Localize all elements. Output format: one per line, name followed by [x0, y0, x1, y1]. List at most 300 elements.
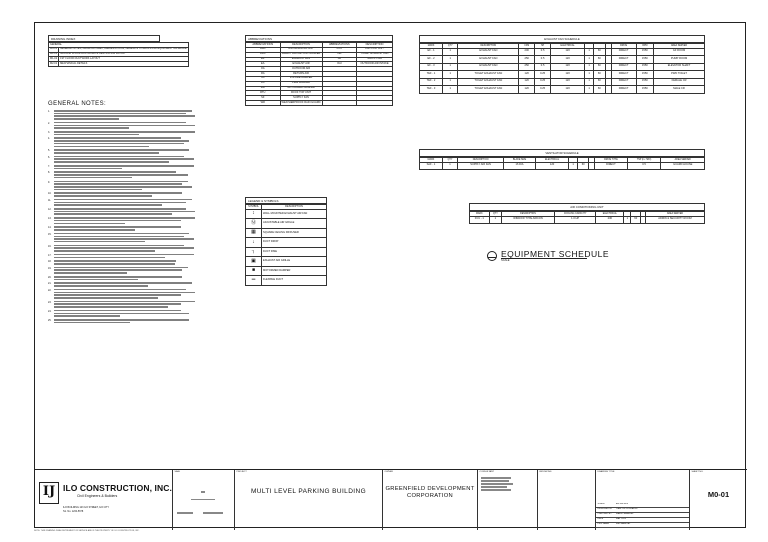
general-note-number: 17. — [48, 253, 52, 257]
company-name: ILO CONSTRUCTION, INC. — [63, 483, 172, 493]
abbreviation-code: EA — [246, 62, 281, 67]
drawing-info-key: FILE NAME — [597, 523, 610, 525]
exhaust-fan-header: RPM — [636, 44, 653, 49]
exhaust-fan-cell: 1 — [585, 63, 594, 71]
exhaust-fan-cell: 1550 — [636, 48, 653, 56]
general-note-number: 2. — [48, 121, 50, 125]
general-notes-title: GENERAL NOTES: — [48, 101, 107, 107]
exhaust-fan-cell: 200 — [519, 48, 535, 56]
abbreviation-code: AHU — [246, 47, 281, 52]
section-marker-icon — [487, 251, 497, 261]
ventilator-cell: SAF - 1 — [420, 162, 443, 170]
general-note-number: 8. — [48, 171, 50, 175]
general-note-item — [48, 199, 198, 206]
exhaust-fan-cell: TEF - 3 — [420, 86, 443, 94]
legend-row — [246, 266, 327, 276]
general-note-number: 11. — [48, 198, 52, 202]
exhaust-fan-header: DESCRIPTION — [458, 44, 519, 49]
general-note-item — [48, 149, 198, 153]
exhaust-fan-header: DRIVE — [611, 44, 636, 49]
ventilator-header: BLADE SIZE — [504, 158, 536, 163]
legend-symbol-icon: Ⓜ — [246, 219, 262, 229]
abbreviation-code: FD — [246, 81, 281, 86]
abbreviation-description: SUPPLY AIR — [357, 57, 393, 62]
exhaust-fan-cell: EF - 2 — [420, 56, 443, 64]
aircon-row — [470, 216, 705, 224]
legend-row — [246, 257, 327, 267]
exhaust-fan-cell: PUMP ROOM — [654, 56, 705, 64]
ventilator-cell: GUARD HOUSE — [661, 162, 705, 170]
abbreviation-description: ROOF TOP UNIT — [280, 91, 322, 96]
general-note-item — [48, 289, 198, 299]
abbreviations-header: DESCRIPTION — [280, 43, 322, 48]
abbreviation-code: FCU — [322, 47, 357, 52]
general-note-number: 13. — [48, 217, 52, 221]
general-note-item — [48, 110, 198, 120]
exhaust-fan-cell: 120 — [551, 63, 585, 71]
legend-title: LEGEND & SYMBOLS — [245, 197, 327, 204]
general-note-number: 21. — [48, 282, 52, 286]
sheet-number-label: SHEET NO. — [691, 471, 704, 473]
exhaust-fan-cell: 1 — [443, 63, 458, 71]
aircon-schedule — [469, 203, 705, 224]
drawing-info-key: DESIGNED BY — [597, 508, 613, 510]
drawing-index-header: GENERAL — [49, 43, 189, 48]
drawing-info-value: MECHANICAL — [616, 523, 631, 525]
project-name: MULTI LEVEL PARKING BUILDING — [250, 488, 367, 495]
general-note-number: 4. — [48, 137, 50, 141]
general-note-number: 24. — [48, 309, 52, 313]
exhaust-fan-cell: 1550 — [636, 71, 653, 79]
general-note-item — [48, 171, 198, 178]
exhaust-fan-cell: 1 — [585, 71, 594, 79]
abbreviation-code: TEF — [322, 52, 357, 57]
aircon-header: DESCRIPTION — [502, 212, 555, 217]
general-note-number: 18. — [48, 260, 52, 264]
general-note-number: 10. — [48, 192, 52, 196]
ventilator-cell: 16 DIA — [504, 162, 536, 170]
exhaust-fan-cell: 120 — [551, 78, 585, 86]
exhaust-fan-cell: EXHAUST FAN — [458, 48, 519, 56]
exhaust-fan-header: MARK — [420, 44, 443, 49]
equipment-schedule-title — [487, 249, 610, 264]
exhaust-fan-cell: TEF - 1 — [420, 71, 443, 79]
general-note-item — [48, 217, 198, 224]
drawing-index-title: DRAWING INDEX — [48, 35, 160, 42]
exhaust-fan-row — [420, 56, 705, 64]
drawing-info-row — [596, 508, 689, 513]
aircon-cell: ADMIN & SECURITY ROOM — [645, 216, 704, 224]
aircon-header: COOLING CAPACITY — [554, 212, 595, 217]
ventilator-header: DRIVE TYPE — [595, 158, 627, 163]
drawing-info-value: MAY 2023 — [616, 518, 627, 520]
general-note-item — [48, 192, 198, 196]
exhaust-fan-cell: DIRECT — [611, 71, 636, 79]
drawing-index — [48, 35, 187, 67]
legend-symbols — [245, 197, 327, 286]
general-note-number: 5. — [48, 149, 50, 153]
abbreviation-description: TOILET EXHAUST FAN — [357, 52, 393, 57]
abbreviations-header: DESCRIPTION — [357, 43, 393, 48]
general-note-item — [48, 301, 198, 308]
abbreviation-code: EF — [246, 57, 281, 62]
general-note-number: 20. — [48, 275, 52, 279]
project-block — [235, 470, 383, 530]
exhaust-fan-cell: 0.5 — [535, 63, 551, 71]
general-note-item — [48, 267, 198, 274]
legend-header: SYMBOL — [246, 205, 262, 210]
ventilator-schedule-table — [419, 157, 705, 170]
abbreviations-title: ABBREVIATIONS — [245, 35, 393, 42]
abbreviation-code: SF — [246, 96, 281, 101]
drawing-index-row — [49, 62, 189, 67]
drawing-title-label: DRAWING TITLE — [597, 471, 615, 473]
ventilator-header: DESCRIPTION — [458, 158, 504, 163]
legend-description: MOTORIZED DAMPER — [262, 266, 327, 276]
exhaust-fan-schedule — [419, 35, 705, 94]
exhaust-fan-cell: 120 — [551, 48, 585, 56]
legend-description: EXHAUST AIR GRILLE — [262, 257, 327, 267]
exhaust-fan-cell: 0.5 — [535, 48, 551, 56]
general-note-number: 3. — [48, 131, 50, 134]
ventilator-cell: 0.5 — [627, 162, 661, 170]
exhaust-fan-cell: EXHAUST FAN — [458, 63, 519, 71]
exhaust-fan-cell: GF ROOM — [654, 48, 705, 56]
general-note-number: 19. — [48, 266, 52, 270]
ventilator-cell: 60 — [577, 162, 588, 170]
legend-description: FLEXIBLE DUCT — [262, 276, 327, 286]
abbreviation-code: SA — [322, 57, 357, 62]
legend-description: DUCT RISE — [262, 247, 327, 257]
general-note-item — [48, 260, 198, 264]
exhaust-fan-cell: 1 — [443, 86, 458, 94]
general-note-item — [48, 165, 198, 169]
exhaust-fan-row — [420, 78, 705, 86]
legend-description: SQUARE CEILING DIFFUSER — [262, 228, 327, 238]
ventilator-header: AREA SERVED — [661, 158, 705, 163]
general-note-item — [48, 319, 198, 323]
drawing-info-key: SCALE — [597, 503, 605, 505]
ventilator-cell: 1 — [442, 162, 457, 170]
exhaust-fan-cell: DIRECT — [611, 56, 636, 64]
abbreviations — [245, 35, 393, 106]
drawing-description: GROUND FLOOR DUCTWORK & VENTILATION LAYOUT — [59, 52, 189, 57]
exhaust-fan-cell: 60 — [593, 56, 605, 64]
drawing-info-row — [596, 518, 689, 523]
abbreviation-code: OAI — [322, 62, 357, 67]
sheet-number-block — [690, 470, 747, 530]
exhaust-fan-cell: 1550 — [636, 63, 653, 71]
general-note-item — [48, 137, 198, 147]
exhaust-fan-cell: DIRECT — [611, 86, 636, 94]
exhaust-fan-cell: 1 — [585, 48, 594, 56]
ventilator-row — [420, 162, 705, 170]
drawing-description: 1ST FLOOR DUCTWORK LAYOUT — [59, 57, 189, 62]
ventilator-schedule-caption: VENTILATOR SCHEDULE — [419, 149, 705, 157]
general-note-number: 16. — [48, 244, 52, 248]
abbreviation-code: OA — [246, 67, 281, 72]
drawing-info-row — [596, 503, 689, 508]
drawing-number: M0-01 — [50, 47, 58, 51]
abbreviation-description: AIR HANDLING UNIT — [280, 47, 322, 52]
owner-block — [383, 470, 478, 530]
exhaust-fan-cell: 1550 — [636, 78, 653, 86]
general-note-item — [48, 233, 198, 243]
seal-block — [173, 470, 235, 530]
general-note-item — [48, 156, 198, 163]
exhaust-fan-cell: TOILET EXHAUST FAN — [458, 78, 519, 86]
abbreviations-table — [245, 42, 393, 106]
abbreviation-description: VOLUME DAMPER — [280, 76, 322, 81]
aircon-cell: 60 — [631, 216, 641, 224]
ventilator-cell: 1 — [569, 162, 578, 170]
aircon-header: MARK — [470, 212, 490, 217]
exhaust-fan-header: AREA SERVED — [654, 44, 705, 49]
ventilator-cell: SUPPLY AIR FAN — [458, 162, 504, 170]
exhaust-fan-cell: 0.5 — [535, 56, 551, 64]
ventilator-header: TSP (in. H2O) — [627, 158, 661, 163]
general-note-item — [48, 254, 198, 258]
abbreviation-description: EXHAUST FAN — [280, 57, 322, 62]
general-note-item — [48, 226, 198, 230]
aircon-header: AREA SERVED — [645, 212, 704, 217]
exhaust-fan-cell: TEF - 2 — [420, 78, 443, 86]
exhaust-fan-header: QTY — [443, 44, 458, 49]
title-underline — [501, 258, 587, 259]
exhaust-fan-cell: 120 — [551, 86, 585, 94]
aircon-cell: 230 — [596, 216, 624, 224]
general-note-number: 9. — [48, 180, 50, 184]
exhaust-fan-cell: EF - 3 — [420, 63, 443, 71]
drawing-info-key: CHECKED BY — [597, 513, 612, 515]
ventilator-cell: 120 — [535, 162, 568, 170]
ventilator-header: QTY — [442, 158, 457, 163]
exhaust-fan-schedule-table — [419, 43, 705, 94]
abbreviation-description: MOTORIZED DAMPER — [280, 86, 322, 91]
exhaust-fan-cell: 0.25 — [535, 78, 551, 86]
ventilator-header: ELECTRICAL — [535, 158, 568, 163]
drawing-index-table — [48, 42, 189, 67]
aircon-cell: FCU - 1 — [470, 216, 490, 224]
footnote: NOTE: THIS DRAWING IS AN INSTRUMENT OF SERVICE AND IS THE PROPERTY OF ILO CONSTRUCTION, INC. — [34, 530, 140, 532]
aircon-schedule-caption: AIR CONDITIONING UNIT — [469, 203, 705, 211]
general-note-number: 1. — [48, 110, 50, 113]
exhaust-fan-header: SP — [535, 44, 551, 49]
abbreviation-code: DDC — [246, 52, 281, 57]
equipment-schedule-scale: SCALE — [501, 259, 510, 262]
exhaust-fan-cell: 60 — [593, 48, 605, 56]
legend-symbol-icon: ▣ — [246, 257, 262, 267]
aircon-cell: 1 — [624, 216, 631, 224]
exhaust-fan-cell: DIRECT — [611, 48, 636, 56]
drawing-info-value: MARIO RAMIREZ — [616, 513, 634, 515]
exhaust-fan-cell: 120 — [551, 56, 585, 64]
abbreviation-description: EXHAUST AIR — [280, 62, 322, 67]
title-block — [35, 469, 747, 529]
company-phone: Tel. No. 1234-5678 — [63, 510, 84, 513]
exhaust-fan-cell: 120 — [551, 71, 585, 79]
legend-row — [246, 276, 327, 286]
legend-row — [246, 228, 327, 238]
owner-label: OWNER — [384, 471, 393, 473]
exhaust-fan-cell: 120 — [519, 86, 535, 94]
exhaust-fan-cell: 1 — [443, 48, 458, 56]
drawing-sheet — [34, 22, 746, 528]
aircon-header: ELECTRICAL — [596, 212, 624, 217]
exhaust-fan-row — [420, 71, 705, 79]
legend-description: DUCT DROP — [262, 238, 327, 248]
abbreviations-header: ABBREVIATIONS — [246, 43, 281, 48]
exhaust-fan-cell: PWD TOILET — [654, 71, 705, 79]
abbreviation-description — [357, 101, 393, 106]
exhaust-fan-cell: FEMALE CR — [654, 78, 705, 86]
company-subtitle: Civil Engineers & Builders — [77, 494, 118, 498]
exhaust-fan-cell: TOILET EXHAUST FAN — [458, 71, 519, 79]
general-note-number: 25. — [48, 319, 52, 322]
abbreviation-row — [246, 101, 393, 106]
general-note-number: 14. — [48, 226, 52, 230]
drawing-description: GENERAL NOTES, DRAWING INDEX, ABBREVIATIONS, LEGEND & SYMBOLS AND EQUIPMENT SCHEDULE — [60, 47, 187, 51]
exhaust-fan-header: ELECTRICAL — [551, 44, 585, 49]
aircon-header: QTY — [489, 212, 502, 217]
exhaust-fan-cell: TOILET EXHAUST FAN — [458, 86, 519, 94]
drawing-info-block — [596, 470, 690, 530]
drawing-number: M1-02 — [50, 56, 58, 60]
aircon-cell: 1 — [489, 216, 502, 224]
company-block — [35, 470, 173, 530]
general-note-number: 22. — [48, 288, 52, 292]
exhaust-fan-cell: 60 — [593, 71, 605, 79]
drawing-info-key: DATE — [597, 518, 604, 520]
exhaust-fan-schedule-caption: EXHAUST FAN SCHEDULE — [419, 35, 705, 43]
legend-description: ADJUSTABLE AIR GRILLE — [262, 219, 327, 229]
exhaust-fan-cell: MALE CR — [654, 86, 705, 94]
legend-symbol-icon: ■ — [246, 266, 262, 276]
revisions-label: REVISIONS — [539, 471, 552, 473]
exhaust-fan-cell: 0.25 — [535, 71, 551, 79]
general-note-number: 12. — [48, 208, 52, 212]
general-notes-list — [48, 110, 198, 323]
legend-row — [246, 247, 327, 257]
general-note-item — [48, 131, 198, 135]
aircon-cell: WINDOW TYPE AIRCON — [502, 216, 555, 224]
legend-row — [246, 238, 327, 248]
abbreviation-code — [322, 101, 357, 106]
exhaust-fan-cell: EXHAUST FAN — [458, 56, 519, 64]
legend-symbol-icon: ↓ — [246, 238, 262, 248]
seal-label: SEAL — [174, 471, 181, 473]
abbreviation-code: RA — [246, 72, 281, 77]
revisions-block — [538, 470, 596, 530]
abbreviation-code: MD — [246, 86, 281, 91]
general-note-item — [48, 208, 198, 215]
owner-name: GREENFIELD DEVELOPMENT CORPORATION — [385, 486, 475, 499]
legend-row — [246, 209, 327, 219]
abbreviations-header: ABBREVIATIONS — [322, 43, 357, 48]
legend-symbol-icon: ↕ — [246, 209, 262, 219]
abbreviation-code: WR — [246, 101, 281, 106]
exhaust-fan-row — [420, 63, 705, 71]
legend-table — [245, 204, 327, 286]
exhaust-fan-cell: 250 — [519, 63, 535, 71]
exhaust-fan-cell: 250 — [519, 56, 535, 64]
general-note-item — [48, 276, 198, 280]
general-notes — [48, 101, 198, 325]
exhaust-fan-row — [420, 48, 705, 56]
legend-symbol-icon: ═ — [246, 276, 262, 286]
abbreviation-description: OUTDOOR AIR INTAKE — [357, 62, 393, 67]
general-note-number: 23. — [48, 300, 52, 304]
ventilator-header: MARK — [420, 158, 443, 163]
legend-row — [246, 219, 327, 229]
exhaust-fan-row — [420, 86, 705, 94]
exhaust-fan-cell: 120 — [519, 78, 535, 86]
exhaust-fan-cell: 1 — [585, 56, 594, 64]
drawing-description: MECHANICAL DETAILS — [59, 62, 189, 67]
exhaust-fan-cell: 1550 — [636, 56, 653, 64]
abbreviation-code: VD — [246, 76, 281, 81]
aircon-cell: 1.0 HP — [554, 216, 595, 224]
general-note-item — [48, 282, 198, 286]
exhaust-fan-cell: 1 — [585, 78, 594, 86]
legend-description: WALL MOUNTED EXHAUST AIR FAN — [262, 209, 327, 219]
exhaust-fan-cell: 60 — [593, 78, 605, 86]
abbreviation-description: FIRE DAMPER — [280, 81, 322, 86]
general-note-item — [48, 181, 198, 191]
sheet-number: M0-01 — [707, 490, 730, 499]
drawing-number: M1-01 — [50, 52, 58, 55]
exhaust-fan-cell: 1550 — [636, 86, 653, 94]
exhaust-fan-cell: ELEVATOR SHAFT — [654, 63, 705, 71]
exhaust-fan-cell: 1 — [443, 71, 458, 79]
abbreviation-description: DIRECT DIGITAL CONTROLLER — [281, 52, 321, 56]
general-note-item — [48, 310, 198, 317]
legend-header: DESCRIPTION — [262, 205, 327, 210]
general-note-number: 6. — [48, 155, 50, 159]
company-logo-icon: IJ — [39, 482, 59, 504]
aircon-schedule-table — [469, 211, 705, 224]
legend-symbol-icon: ▦ — [246, 228, 262, 238]
abbreviation-description: SUPPLY FAN — [280, 96, 322, 101]
abbreviation-description: OUTDOOR AIR — [280, 67, 322, 72]
drawing-info-row — [596, 523, 689, 528]
exhaust-fan-cell: EF - 1 — [420, 48, 443, 56]
exhaust-fan-cell: 120 — [519, 71, 535, 79]
exhaust-fan-cell: 1 — [443, 56, 458, 64]
company-address: ILO BUILDING 123 ILO STREET, ILO CITY — [63, 506, 110, 509]
exhaust-fan-cell: 60 — [593, 63, 605, 71]
general-note-number: 15. — [48, 232, 52, 236]
legend-symbol-icon: ┐ — [246, 247, 262, 257]
exhaust-fan-cell: DIRECT — [611, 63, 636, 71]
drawing-info-row — [596, 513, 689, 518]
abbreviation-description: RETURN AIR — [280, 72, 322, 77]
equipment-schedule-heading: EQUIPMENT SCHEDULE — [501, 249, 610, 259]
drawing-info-value: CARLOS GONZALES — [616, 508, 638, 510]
exhaust-fan-cell: DIRECT — [611, 78, 636, 86]
drawing-number: M2-01 — [50, 61, 58, 65]
exhaust-fan-header: CFM — [519, 44, 535, 49]
general-note-item — [48, 245, 198, 252]
drawing-info-value: AS SHOWN — [616, 503, 628, 505]
consultant-block — [478, 470, 538, 530]
exhaust-fan-cell: 1 — [585, 86, 594, 94]
ventilator-cell: DIRECT — [595, 162, 627, 170]
abbreviation-code: RTU — [246, 91, 281, 96]
consultant-label: CONSULTANT — [479, 471, 495, 473]
abbreviation-description: WEATHERPROOF RAIN GUARD — [281, 100, 321, 104]
project-label: PROJECT — [236, 471, 247, 473]
